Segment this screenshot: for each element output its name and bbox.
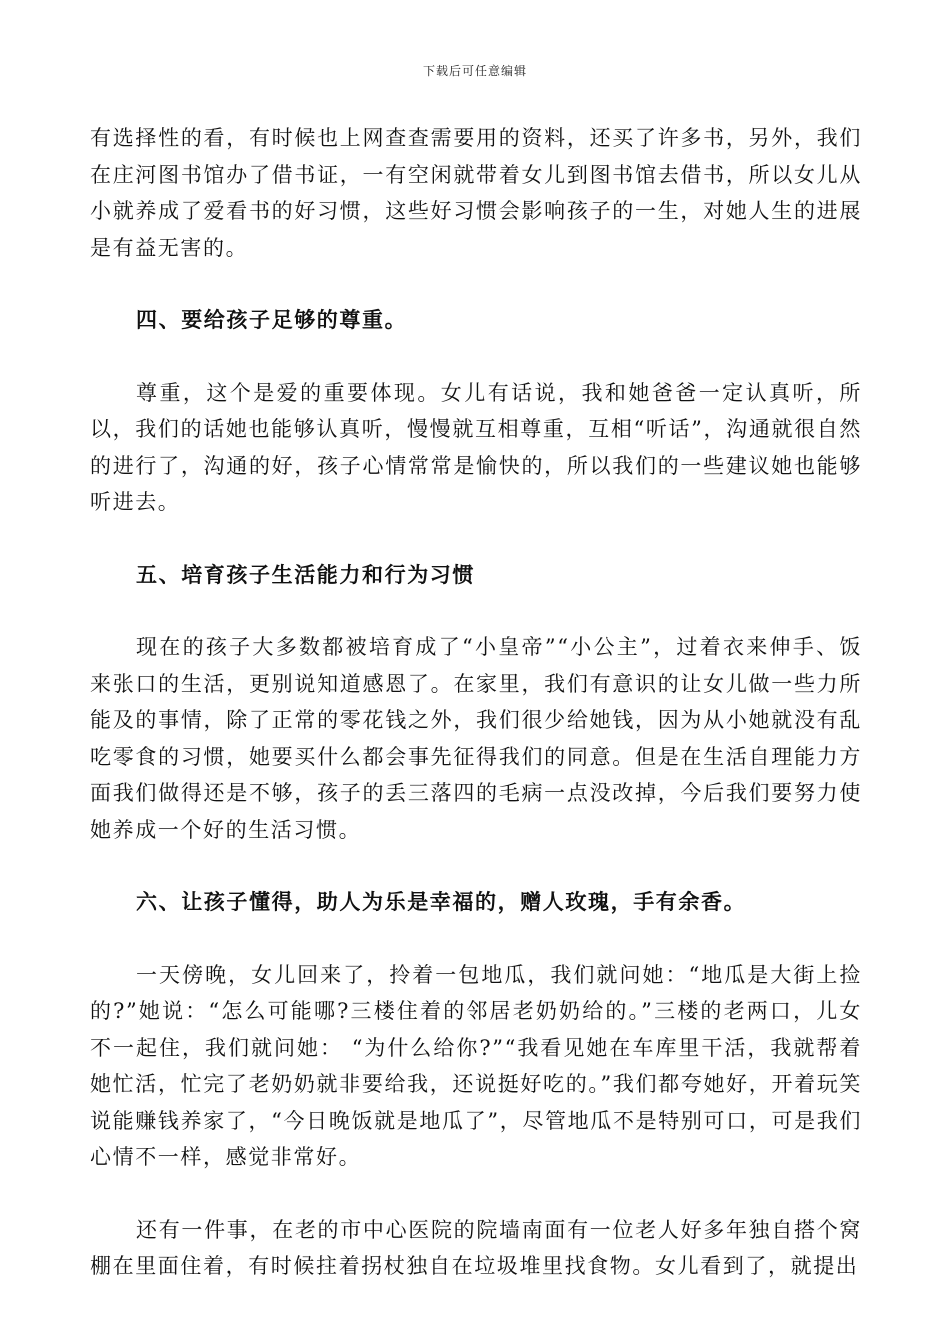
paragraph-life-skills: 现在的孩子大多数都被培育成了“小皇帝”“小公主”，过着衣来伸手、饭来张口的生活，更别说知道感恩了。在家里，我们有意识的让女儿做一些力所能及的事情，除了正常的零花钱之外，我们很少给她钱，因为从小她就没有乱吃零食的习惯，她要买什么都会事先征得我们的同意。但是在生活自理能力方面我们做得还是不够，孩子的丢三落四的毛病一点没改掉，今后我们要努力使她养成一个好的生活习惯。 (90, 635, 862, 842)
heading-respect: 四、要给孩子足够的尊重。 (136, 307, 408, 332)
paragraph-elderly-man-story: 还有一件事，在老的市中心医院的院墙南面有一位老人好多年独自搭个窝棚在里面住着，有时候拄着拐杖独自在垃圾堆里找食物。女儿看到了，就提出 (90, 1217, 862, 1278)
paragraph-reading-habits: 有选择性的看，有时候也上网查查需要用的资料，还买了许多书，另外，我们在庄河图书馆办了借书证，一有空闲就带着女儿到图书馆去借书，所以女儿从小就养成了爱看书的好习惯，这些好习惯会影响孩子的一生，对她人生的进展是有益无害的。 (90, 126, 862, 260)
heading-helping-others: 六、让孩子懂得，助人为乐是幸福的，赠人玫瑰，手有余香。 (136, 889, 747, 914)
page-header: 下载后可任意编辑 (422, 64, 527, 78)
paragraph-sweet-potato-story: 一天傍晚，女儿回来了，拎着一包地瓜，我们就问她：“地瓜是大街上捡的?”她说：“怎么可能哪?三楼住着的邻居老奶奶给的。”三楼的老两口，儿女不一起住，我们就问她： “为什么给你?”“我看见她在车库里干活，我就帮着她忙活，忙完了老奶奶就非要给我，还说挺好吃的。”我们都夸她好，开着玩笑说能赚钱养家了，“今日晚饭就是地瓜了”，尽管地瓜不是特别可口，可是我们心情不一样，感觉非常好。 (90, 962, 862, 1169)
heading-life-skills: 五、培育孩子生活能力和行为习惯 (136, 561, 475, 587)
paragraph-respect: 尊重，这个是爱的重要体现。女儿有话说，我和她爸爸一定认真听，所以，我们的话她也能够认真听，慢慢就互相尊重，互相“听话”，沟通就很自然的进行了，沟通的好，孩子心情常常是愉快的，所以我们的一些建议她也能够听进去。 (90, 380, 862, 514)
document-body (90, 120, 862, 1285)
